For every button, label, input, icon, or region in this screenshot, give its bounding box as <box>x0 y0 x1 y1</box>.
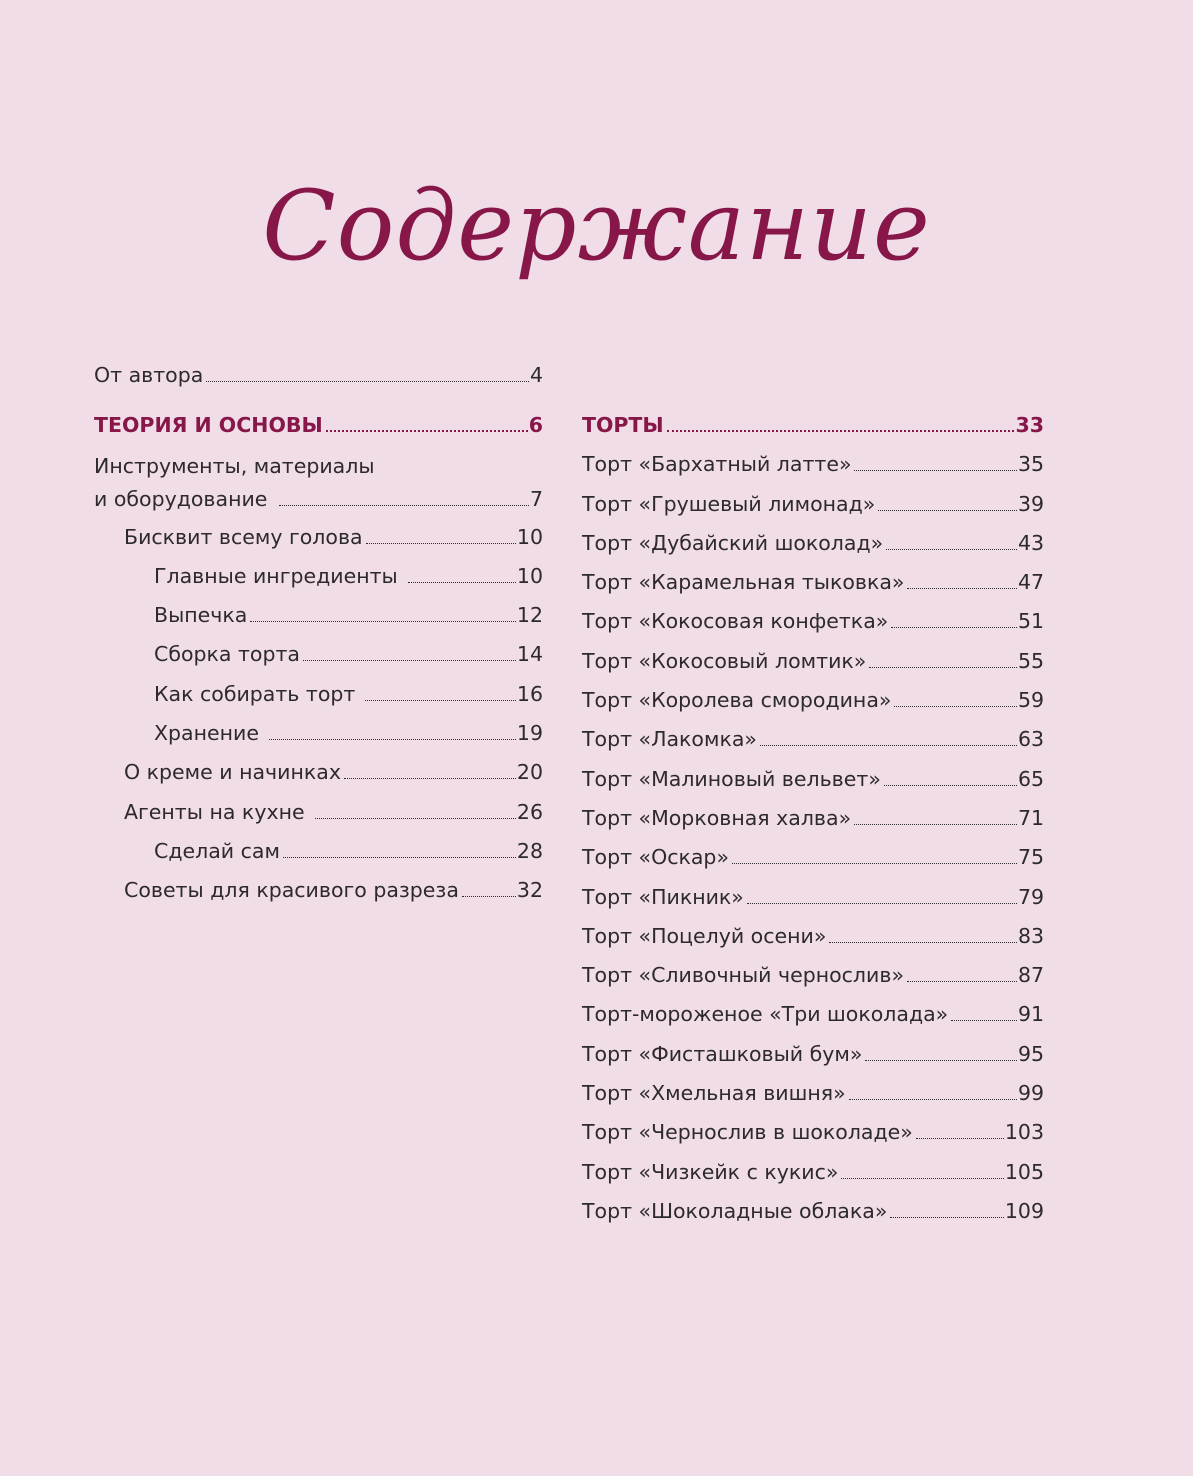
toc-section-theory[interactable] <box>94 406 543 445</box>
dot-leader <box>326 430 528 432</box>
toc-entry[interactable] <box>582 1035 1044 1074</box>
toc-page-number: 14 <box>516 642 543 667</box>
toc-entry[interactable] <box>582 1113 1044 1152</box>
toc-entry-label: Советы для красивого разреза <box>124 878 459 903</box>
toc-entry-label-line2: и оборудование <box>94 486 268 511</box>
dot-leader <box>907 588 1017 589</box>
toc-entry[interactable] <box>582 799 1044 838</box>
dot-leader <box>269 739 516 740</box>
toc-entry-tools[interactable] <box>94 446 543 518</box>
dot-leader <box>916 1138 1004 1139</box>
toc-page-number: 47 <box>1018 570 1045 595</box>
toc-section-label: ТОРТЫ <box>582 413 664 437</box>
dot-leader <box>462 896 516 897</box>
toc-entry-label: Торт «Карамельная тыковка» <box>582 570 905 595</box>
toc-page-number: 99 <box>1018 1081 1045 1106</box>
toc-entry-label: Сборка торта <box>154 642 300 667</box>
toc-entry-label: Главные ингредиенты <box>154 563 398 588</box>
toc-entry[interactable] <box>582 720 1044 759</box>
toc-page-number: 16 <box>516 681 543 706</box>
toc-page-number: 75 <box>1018 845 1045 870</box>
toc-entry-label: Торт «Поцелуй осени» <box>582 923 827 948</box>
dot-leader <box>865 1060 1017 1061</box>
toc-entry-label: Хранение <box>154 721 259 746</box>
toc-entry[interactable] <box>582 760 1044 799</box>
toc-entry[interactable] <box>582 563 1044 602</box>
dot-leader <box>854 824 1017 825</box>
dot-leader <box>747 903 1017 904</box>
toc-entry-author[interactable] <box>94 356 543 395</box>
toc-entry[interactable] <box>582 602 1044 641</box>
toc-page-number: 55 <box>1018 648 1045 673</box>
toc-page-number: 6 <box>528 413 543 438</box>
toc-entry-label: Сделай сам <box>154 838 280 863</box>
toc-entry-label-line1: Инструменты, материалы <box>94 453 375 478</box>
toc-page-number: 95 <box>1018 1041 1045 1066</box>
toc-page-number: 7 <box>529 486 543 511</box>
toc-page-number: 26 <box>516 799 543 824</box>
dot-leader <box>365 700 516 701</box>
toc-section-label: ТЕОРИЯ И ОСНОВЫ <box>94 413 323 438</box>
toc-entry-label: Торт «Кокосовый ломтик» <box>582 648 867 673</box>
toc-entry-label: Агенты на кухне <box>124 799 305 824</box>
toc-entry[interactable] <box>94 557 543 596</box>
toc-entry-label: Торт «Чизкейк с кукис» <box>582 1159 839 1184</box>
dot-leader <box>907 981 1017 982</box>
toc-entry-label: Бисквит всему голова <box>124 524 363 549</box>
dot-leader <box>366 543 516 544</box>
toc-entry-label: Торт «Фисташковый бум» <box>582 1041 863 1066</box>
toc-entry[interactable] <box>582 956 1044 995</box>
toc-entry-label: Торт «Грушевый лимонад» <box>582 491 876 516</box>
dot-leader <box>667 430 1015 432</box>
toc-page-number: 33 <box>1015 413 1044 437</box>
toc-cake-list <box>582 445 1044 1231</box>
toc-entry[interactable] <box>94 675 543 714</box>
dot-leader <box>829 942 1017 943</box>
toc-page-number: 65 <box>1018 766 1045 791</box>
toc-entry[interactable] <box>94 714 543 753</box>
toc-page-number: 63 <box>1018 727 1045 752</box>
toc-entry-label: Торт «Хмельная вишня» <box>582 1081 846 1106</box>
toc-entry[interactable] <box>94 635 543 674</box>
dot-leader <box>890 1217 1004 1218</box>
toc-entry-label: Торт «Малиновый вельвет» <box>582 766 881 791</box>
dot-leader <box>760 745 1017 746</box>
dot-leader <box>894 706 1017 707</box>
toc-entry[interactable] <box>582 1074 1044 1113</box>
toc-entry[interactable] <box>582 878 1044 917</box>
toc-entry[interactable] <box>582 1153 1044 1192</box>
toc-entry[interactable] <box>94 871 543 910</box>
toc-page-number: 51 <box>1018 609 1045 634</box>
toc-page-number: 10 <box>516 563 543 588</box>
page-title: Содержание <box>262 170 931 282</box>
dot-leader <box>849 1099 1017 1100</box>
toc-entry[interactable] <box>582 917 1044 956</box>
toc-entry[interactable] <box>582 995 1044 1034</box>
dot-leader <box>344 778 516 779</box>
toc-entry-label: Торт «Чернослив в шоколаде» <box>582 1120 913 1145</box>
toc-page-number: 19 <box>516 721 543 746</box>
dot-leader <box>884 785 1017 786</box>
toc-entry[interactable] <box>582 1192 1044 1231</box>
toc-entry[interactable] <box>582 445 1044 484</box>
toc-page-number: 105 <box>1004 1159 1044 1184</box>
toc-page-number: 43 <box>1018 530 1045 555</box>
dot-leader <box>279 505 529 506</box>
toc-entry-label: Торт «Шоколадные облака» <box>582 1198 888 1223</box>
toc-entry-label: Торт-мороженое «Три шоколада» <box>582 1002 949 1027</box>
toc-page-number: 103 <box>1004 1120 1044 1145</box>
toc-entry-label: Торт «Сливочный чернослив» <box>582 963 904 988</box>
toc-page-number: 32 <box>516 878 543 903</box>
toc-page-number: 12 <box>516 603 543 628</box>
toc-entry[interactable] <box>582 524 1044 563</box>
dot-leader <box>951 1020 1017 1021</box>
toc-page-number: 87 <box>1018 963 1045 988</box>
dot-leader <box>886 549 1017 550</box>
toc-entry-label: Торт «Лакомка» <box>582 727 757 752</box>
dot-leader <box>303 660 516 661</box>
toc-page-number: 83 <box>1018 923 1045 948</box>
toc-entry-label: Торт «Кокосовая конфетка» <box>582 609 889 634</box>
dot-leader <box>854 470 1017 471</box>
dot-leader <box>250 621 516 622</box>
toc-page-number: 4 <box>529 363 543 387</box>
dot-leader <box>206 381 529 382</box>
toc-entry-label: Торт «Королева смородина» <box>582 688 892 713</box>
toc-entry[interactable] <box>94 596 543 635</box>
toc-entry-label: Как собирать торт <box>154 681 356 706</box>
toc-entry[interactable] <box>582 681 1044 720</box>
toc-left-column <box>94 356 543 911</box>
toc-entry-label: Торт «Бархатный латте» <box>582 452 852 477</box>
dot-leader <box>315 818 516 819</box>
toc-entry-label: Торт «Дубайский шоколад» <box>582 530 884 555</box>
toc-page-number: 71 <box>1018 805 1045 830</box>
dot-leader <box>732 863 1017 864</box>
dot-leader <box>841 1178 1003 1179</box>
dot-leader <box>283 857 516 858</box>
toc-entry[interactable] <box>94 518 543 557</box>
toc-page-number: 39 <box>1018 491 1045 516</box>
toc-entry-label: Торт «Пикник» <box>582 884 744 909</box>
toc-page-number: 109 <box>1004 1198 1044 1223</box>
toc-page-number: 59 <box>1018 688 1045 713</box>
toc-entry[interactable] <box>582 642 1044 681</box>
dot-leader <box>869 667 1017 668</box>
toc-page-number: 35 <box>1018 452 1045 477</box>
toc-entry-label: Торт «Оскар» <box>582 845 729 870</box>
dot-leader <box>878 510 1017 511</box>
toc-page-number: 20 <box>516 760 543 785</box>
toc-entry[interactable] <box>94 793 543 832</box>
toc-entry-label: О креме и начинках <box>124 760 341 785</box>
dot-leader <box>891 627 1017 628</box>
toc-page-number: 79 <box>1018 884 1045 909</box>
toc-page-number: 91 <box>1018 1002 1045 1027</box>
toc-entry[interactable] <box>94 832 543 871</box>
toc-page-number: 10 <box>516 524 543 549</box>
toc-section-cakes[interactable] <box>582 406 1044 445</box>
toc-entry-label: Торт «Морковная халва» <box>582 805 852 830</box>
dot-leader <box>408 582 516 583</box>
toc-page-number: 28 <box>516 838 543 863</box>
toc-entry[interactable] <box>582 838 1044 877</box>
toc-entry-label: Выпечка <box>154 603 248 628</box>
toc-right-column <box>582 406 1044 1231</box>
toc-entry-label: От автора <box>94 363 204 387</box>
toc-entry[interactable] <box>582 485 1044 524</box>
toc-entry[interactable] <box>94 753 543 792</box>
